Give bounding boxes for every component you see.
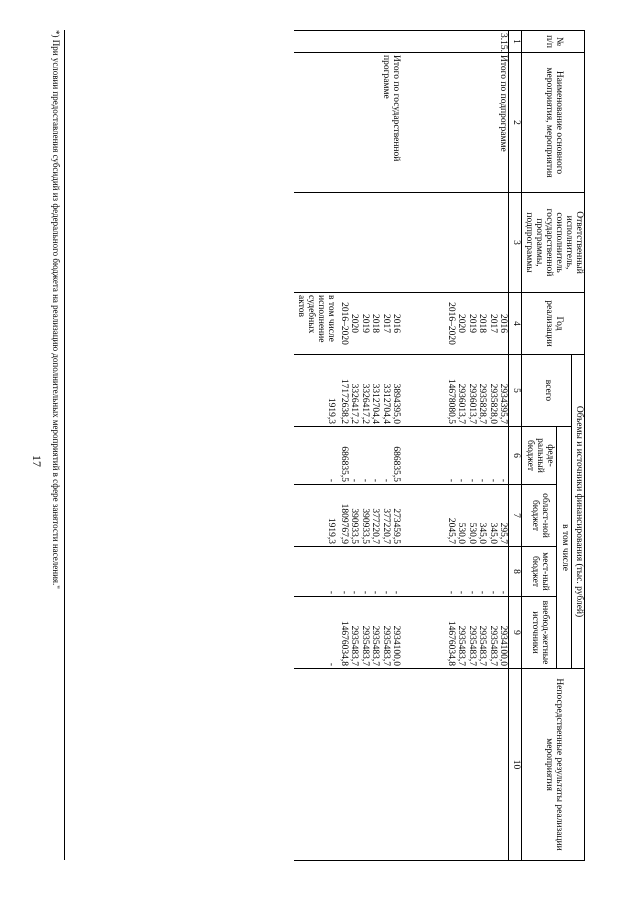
header-results: Непосредственные результаты реализации мероприятия (522, 669, 585, 861)
cell-value: 2935828,0 (487, 383, 498, 424)
col-number: 4 (509, 293, 522, 355)
col-number: 3 (509, 193, 522, 293)
cell-value: - (380, 478, 391, 482)
cell-value: 2936013,7 (456, 383, 467, 424)
row-regional (294, 485, 336, 547)
col-number: 2 (509, 53, 522, 193)
cell-value: 1919,3 (326, 397, 337, 424)
cell-value: - (445, 478, 456, 482)
cell-value: 2935483,7 (370, 625, 381, 667)
row-executor (443, 193, 509, 293)
cell-value: 377220,7 (380, 508, 391, 544)
table-row (336, 31, 401, 861)
spacer-cell (401, 293, 443, 355)
cell-value: 377220,7 (370, 508, 381, 544)
col-number: 9 (509, 597, 522, 669)
col-number: 6 (509, 427, 522, 485)
cell-value: 345,0 (487, 522, 498, 544)
financing-table (294, 30, 585, 861)
header-federal: феде-ральный бюджет (522, 427, 557, 485)
row-federal (294, 427, 336, 485)
row-total (336, 355, 401, 427)
cell-value: - (487, 590, 498, 594)
row-extra (443, 597, 509, 669)
col-number: 8 (509, 547, 522, 597)
cell-value: 2045,7 (445, 517, 456, 544)
cell-value: 2934100,0 (498, 625, 509, 667)
spacer-cell (401, 669, 443, 861)
cell-value: 2017 (380, 314, 391, 333)
cell-value: 2016 (391, 314, 402, 333)
row-federal (443, 427, 509, 485)
spacer-cell (401, 53, 443, 193)
header-name: Наименование основного мероприятия, мероприятия (522, 53, 585, 193)
row-number: 3.15. (443, 31, 509, 53)
row-local (294, 547, 336, 597)
cell-value: 295,7 (498, 522, 509, 544)
cell-value: 2934100,0 (391, 625, 402, 667)
cell-value: - (456, 478, 467, 482)
cell-value: 2020 (456, 314, 467, 333)
cell-value: 273459,5 (391, 508, 402, 544)
header-local: мест-ный бюджет (522, 547, 557, 597)
cell-value: - (456, 590, 467, 594)
row-name: Итого по государственной программе (336, 53, 401, 193)
cell-value: 3326417,2 (359, 383, 370, 424)
cell-value: - (338, 590, 349, 594)
cell-value: 3312704,4 (380, 383, 391, 424)
row-years (443, 293, 509, 355)
spacer-row (401, 31, 443, 861)
row-extra (294, 597, 336, 669)
cell-value: 3326417,2 (349, 383, 360, 424)
row-results (336, 669, 401, 861)
cell-value: 390933,5 (349, 508, 360, 544)
header-financing: Объемы и источники финансирования (тыс. рублей) (572, 355, 585, 669)
cell-value: 2019 (466, 314, 477, 333)
cell-value: в том числе исполнение судебных актов (296, 295, 337, 343)
cell-value: - (477, 590, 488, 594)
header-in-that: в том числе (557, 427, 572, 669)
spacer-cell (401, 31, 443, 53)
cell-value: - (466, 590, 477, 594)
cell-value: 2016–2020 (338, 302, 349, 345)
row-name (294, 53, 336, 193)
cell-value: - (498, 590, 509, 594)
cell-value: 3894395,0 (391, 383, 402, 424)
row-total (443, 355, 509, 427)
row-local (336, 547, 401, 597)
row-number (336, 31, 401, 53)
spacer-cell (401, 547, 443, 597)
cell-value: 390933,5 (359, 508, 370, 544)
col-number: 10 (509, 669, 522, 861)
cell-value: 686835,5 (338, 446, 349, 482)
row-executor (294, 193, 336, 293)
cell-value: 3312704,4 (370, 383, 381, 424)
cell-value: 14676034,8 (445, 620, 456, 667)
cell-value: 1919,3 (326, 517, 337, 544)
cell-value: - (326, 478, 337, 482)
cell-value: 530,0 (466, 522, 477, 544)
cell-value: 2020 (349, 314, 360, 333)
cell-value: 2935828,7 (477, 383, 488, 424)
cell-value: 2936013,7 (466, 383, 477, 424)
cell-value: 2935483,7 (477, 625, 488, 667)
col-number: 1 (509, 31, 522, 53)
spacer-cell (401, 355, 443, 427)
row-regional (443, 485, 509, 547)
cell-value: - (349, 478, 360, 482)
row-total (294, 355, 336, 427)
row-federal (336, 427, 401, 485)
row-years (294, 293, 336, 355)
cell-value: 530,0 (456, 522, 467, 544)
header-executor: Ответственный исполнитель, соисполнитель государственной программы, подпрограммы (522, 193, 585, 293)
cell-value: 2935483,7 (349, 625, 360, 667)
cell-value: 2935483,7 (487, 625, 498, 667)
row-results (443, 669, 509, 861)
col-number: 7 (509, 485, 522, 547)
cell-value: 2016 (498, 314, 509, 333)
cell-value: 2019 (359, 314, 370, 333)
cell-value: - (359, 478, 370, 482)
header-total: всего (522, 355, 572, 427)
cell-value: 2018 (370, 314, 381, 333)
cell-value: - (359, 590, 370, 594)
spacer-cell (401, 193, 443, 293)
cell-value: 14676034,8 (338, 620, 349, 667)
cell-value: 2934395,7 (498, 383, 509, 424)
cell-value: 2017 (487, 314, 498, 333)
row-local (443, 547, 509, 597)
table-row (443, 31, 509, 861)
cell-value: 14678080,5 (445, 378, 456, 424)
cell-value: - (370, 590, 381, 594)
cell-value: - (326, 590, 337, 594)
cell-value: - (380, 590, 391, 594)
row-extra (336, 597, 401, 669)
cell-value: - (477, 478, 488, 482)
cell-value: 345,0 (477, 522, 488, 544)
row-executor (336, 193, 401, 293)
cell-value: 17172638,2 (338, 378, 349, 424)
cell-value: - (487, 478, 498, 482)
row-name: Итого по подпрограмме (443, 53, 509, 193)
spacer-cell (401, 427, 443, 485)
table-row (294, 31, 336, 861)
spacer-cell (401, 597, 443, 669)
row-years (336, 293, 401, 355)
cell-value: - (326, 662, 337, 667)
spacer-cell (401, 485, 443, 547)
cell-value: - (349, 590, 360, 594)
cell-value: - (370, 478, 381, 482)
row-number (294, 31, 336, 53)
cell-value: 2935483,7 (359, 625, 370, 667)
header-extra: внебюд-жетные источники (522, 597, 557, 669)
cell-value: - (445, 590, 456, 594)
row-regional (336, 485, 401, 547)
row-results (294, 669, 336, 861)
footnote: *) При условии предоставления субсидий из федерального бюджета на реализацию дополнительных мероприятий в сфере занятости населения." (51, 30, 65, 860)
cell-value: 2935483,7 (466, 625, 477, 667)
cell-value: - (498, 478, 509, 482)
cell-value: - (466, 478, 477, 482)
cell-value: 2935483,7 (380, 625, 391, 667)
header-num: № п/п (522, 31, 585, 53)
cell-value: 686835,5 (391, 446, 402, 482)
header-year: Год реализации (522, 293, 585, 355)
cell-value: 2018 (477, 314, 488, 333)
cell-value: 1809767,9 (338, 503, 349, 544)
header-regional: област-ной бюджет (522, 485, 557, 547)
page-number: 17 (30, 455, 44, 467)
col-number: 5 (509, 355, 522, 427)
cell-value: 2016–2020 (445, 302, 456, 345)
cell-value: - (391, 590, 402, 594)
cell-value: 2935483,7 (456, 625, 467, 667)
